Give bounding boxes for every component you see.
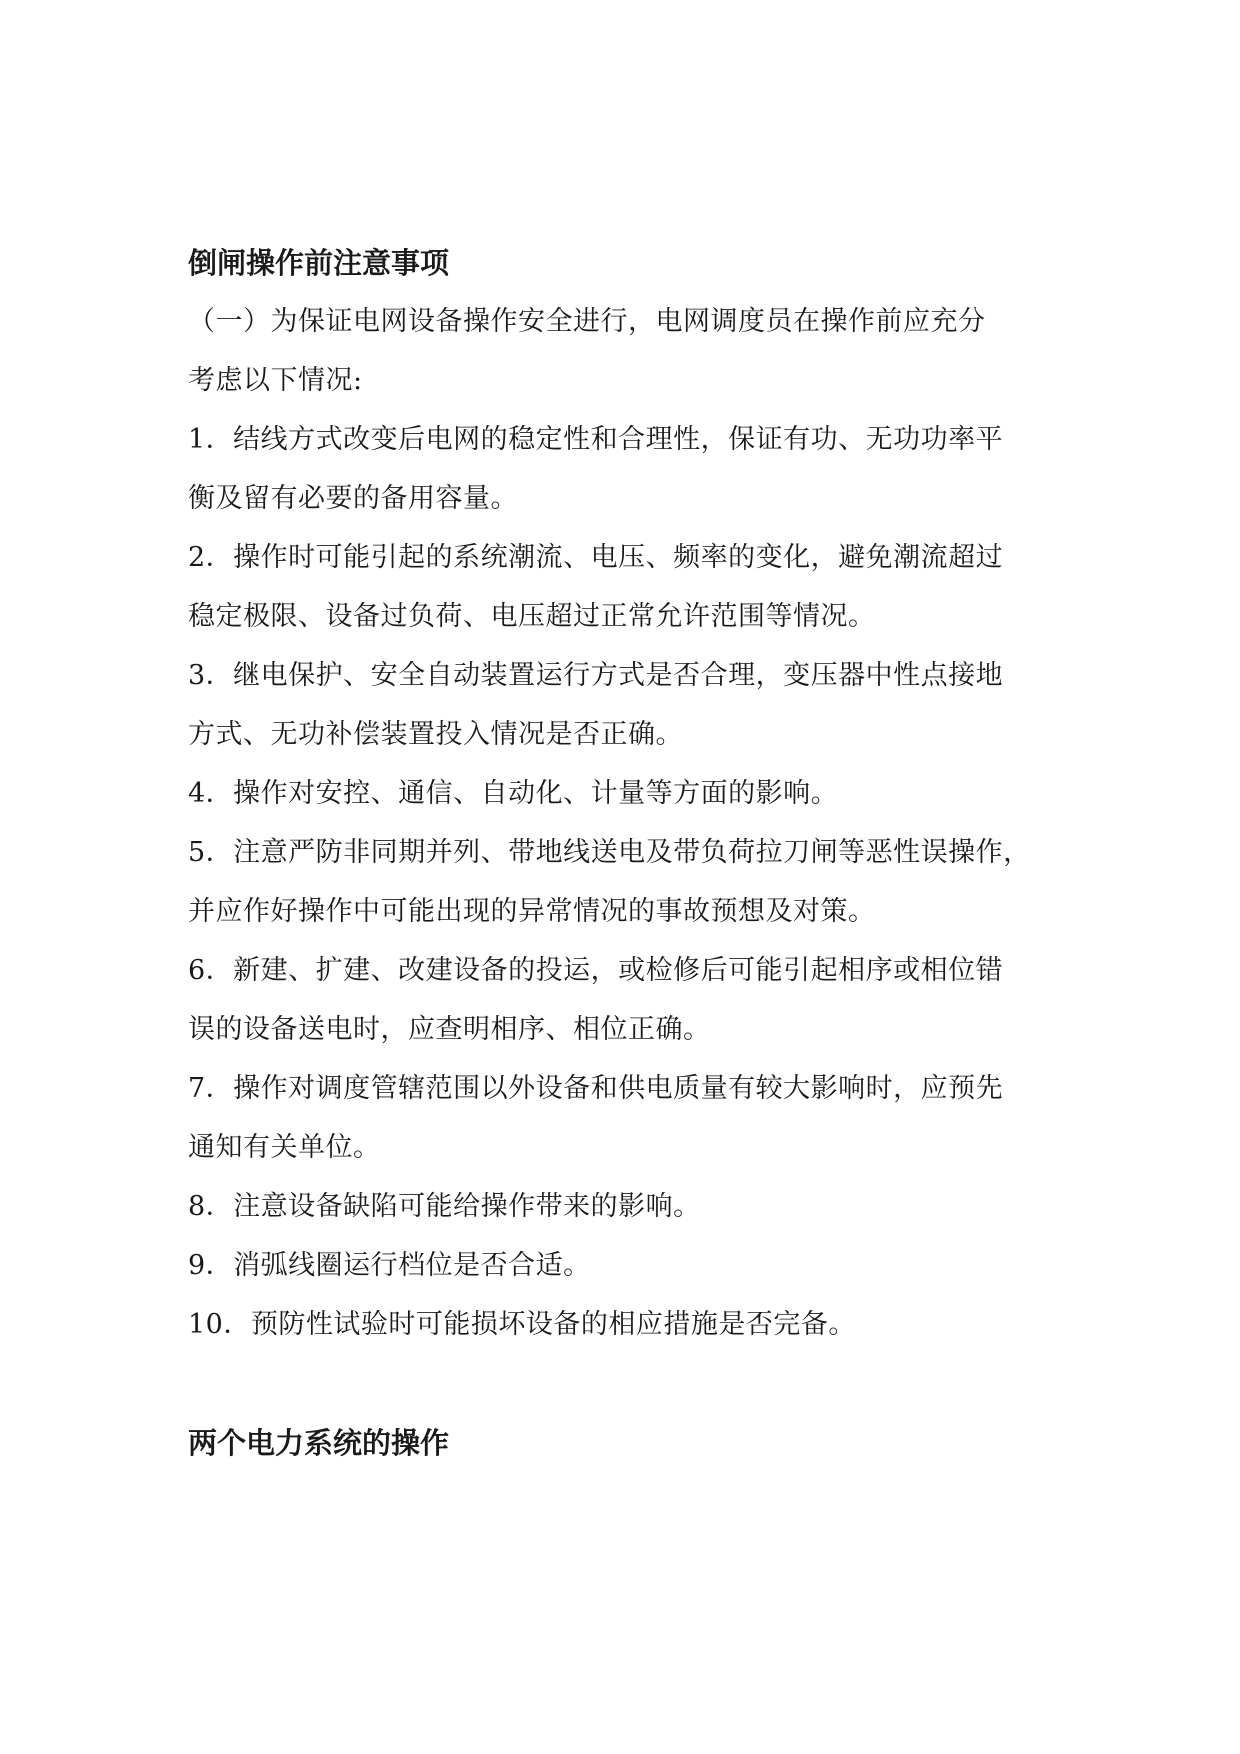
paragraph-line: 误的设备送电时，应查明相序、相位正确。 <box>188 1014 711 1045</box>
paragraph-line: 2．操作时可能引起的系统潮流、电压、频率的变化，避免潮流超过 <box>188 542 1004 573</box>
paragraph-line: 考虑以下情况: <box>188 365 363 396</box>
paragraph-line: 通知有关单位。 <box>188 1132 381 1163</box>
paragraph-line: 6．新建、扩建、改建设备的投运，或检修后可能引起相序或相位错 <box>188 955 1004 986</box>
paragraph-line: 8．注意设备缺陷可能给操作带来的影响。 <box>188 1191 701 1222</box>
section-title-two-power-systems: 两个电力系统的操作 <box>188 1426 450 1460</box>
paragraph-line: 并应作好操作中可能出现的异常情况的事故预想及对策。 <box>188 896 876 927</box>
section-title-pre-switching-notes: 倒闸操作前注意事项 <box>188 246 450 280</box>
paragraph-line: 3．继电保护、安全自动装置运行方式是否合理，变压器中性点接地 <box>188 660 1004 691</box>
paragraph-line: 方式、无功补偿装置投入情况是否正确。 <box>188 719 683 750</box>
paragraph-line: 7．操作对调度管辖范围以外设备和供电质量有较大影响时，应预先 <box>188 1073 1004 1104</box>
paragraph-line: 5．注意严防非同期并列、带地线送电及带负荷拉刀闸等恶性误操作， <box>188 837 1031 868</box>
paragraph-line: 稳定极限、设备过负荷、电压超过正常允许范围等情况。 <box>188 601 876 632</box>
paragraph-line: 4．操作对安控、通信、自动化、计量等方面的影响。 <box>188 778 839 809</box>
paragraph-line: 10．预防性试验时可能损坏设备的相应措施是否完备。 <box>188 1309 856 1340</box>
paragraph-line: 1．结线方式改变后电网的稳定性和合理性，保证有功、无功功率平 <box>188 424 1004 455</box>
paragraph-line: 衡及留有必要的备用容量。 <box>188 483 518 514</box>
paragraph-line: （一）为保证电网设备操作安全进行，电网调度员在操作前应充分 <box>188 306 986 337</box>
paragraph-line: 9．消弧线圈运行档位是否合适。 <box>188 1250 591 1281</box>
